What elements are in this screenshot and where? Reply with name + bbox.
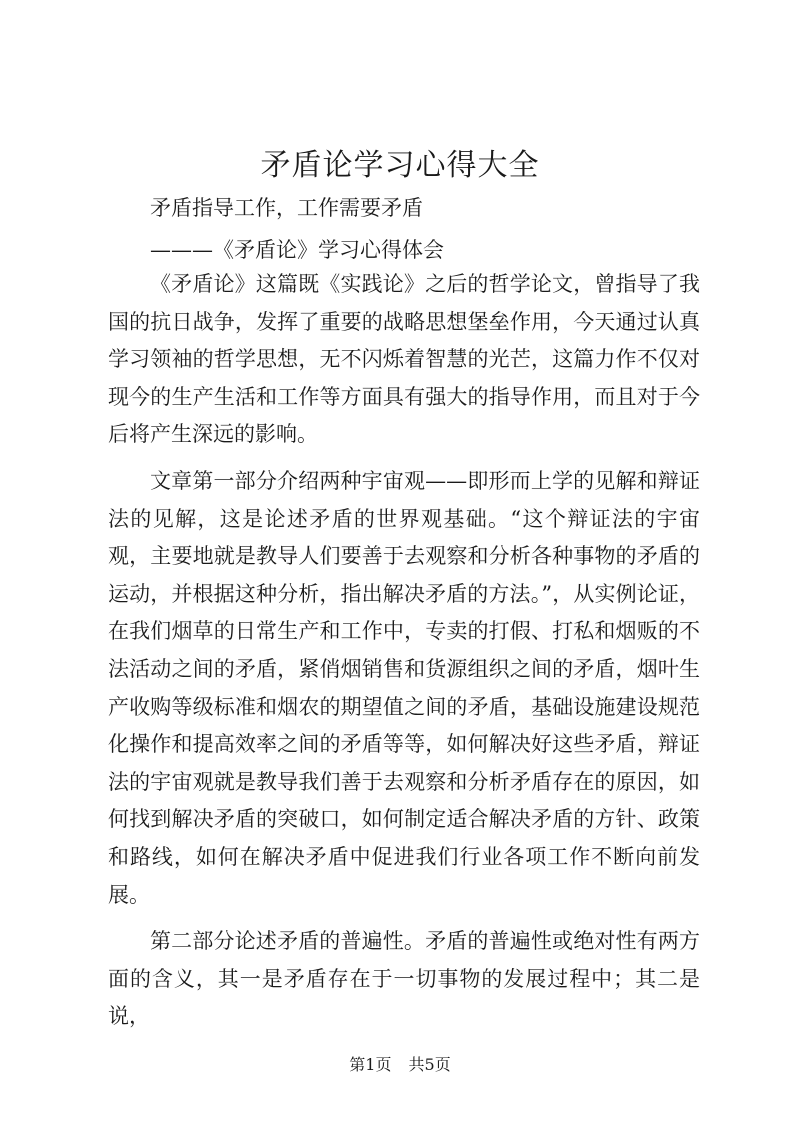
subtitle-line-2: ———《矛盾论》学习心得体会 xyxy=(150,238,444,262)
paragraph-1: 《矛盾论》这篇既《实践论》之后的哲学论文，曾指导了我国的抗日战争，发挥了重要的战略思想堡垒作用，今天通过认真学习领袖的哲学思想，无不闪烁着智慧的光芒，这篇力作不仅对现今的生产生活和工作等方面具有强大的指导作用，而且对于今后将产生深远的影响。 xyxy=(108,272,700,447)
document-body xyxy=(108,266,700,1036)
page-title: 矛盾论学习心得大全 xyxy=(260,148,540,183)
paragraph-3: 第二部分论述矛盾的普遍性。矛盾的普遍性或绝对性有两方面的含义，其一是矛盾存在于一切事物的发展过程中；其二是说， xyxy=(108,929,700,1029)
subtitle-line-1: 矛盾指导工作，工作需要矛盾 xyxy=(150,196,423,220)
page-number: 第1页 xyxy=(349,1055,392,1074)
page-footer xyxy=(0,1052,800,1075)
page-total: 共5页 xyxy=(408,1055,451,1074)
paragraph-2: 文章第一部分介绍两种宇宙观——即形而上学的见解和辩证法的见解，这是论述矛盾的世界观基础。“这个辩证法的宇宙观，主要地就是教导人们要善于去观察和分析各种事物的矛盾的运动，并根据这种分析，指出解决矛盾的方法。”，从实例论证，在我们烟草的日常生产和工作中，专卖的打假、打私和烟贩的不法活动之间的矛盾，紧俏烟销售和货源组织之间的矛盾，烟叶生产收购等级标准和烟农的期望值之间的矛盾，基础设施建设规范化操作和提高效率之间的矛盾等等，如何解决好这些矛盾，辩证法的宇宙观就是教导我们善于去观察和分析矛盾存在的原因，如何找到解决矛盾的突破口，如何制定适合解决矛盾的方针、政策和路线，如何在解决矛盾中促进我们行业各项工作不断向前发展。 xyxy=(108,468,700,907)
